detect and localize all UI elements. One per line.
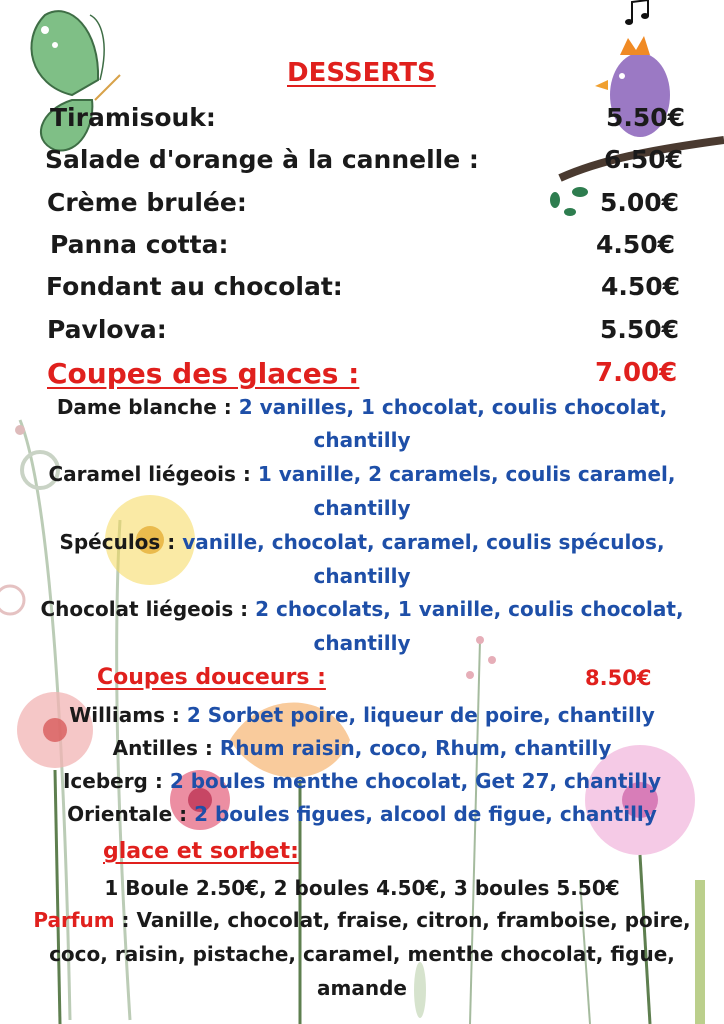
section-heading-coupes-glaces: Coupes des glaces : bbox=[47, 357, 360, 390]
coupe-desc: chantilly bbox=[313, 428, 411, 452]
section-heading-coupes-douceurs: Coupes douceurs : bbox=[97, 665, 326, 690]
coupe-desc: 2 chocolats, 1 vanille, coulis chocolat, bbox=[255, 597, 684, 621]
coupe-desc: chantilly bbox=[313, 496, 411, 520]
douceur-name: Antilles : bbox=[112, 736, 213, 760]
section-price-coupes-glaces: 7.00€ bbox=[595, 358, 678, 388]
coupe-name: Chocolat liégeois : bbox=[40, 597, 249, 621]
coupe-name: Spéculos : bbox=[59, 530, 176, 554]
dessert-price: 6.50€ bbox=[604, 145, 684, 174]
section-price-coupes-douceurs: 8.50€ bbox=[585, 666, 652, 690]
coupe-desc: 1 vanille, 2 caramels, coulis caramel, bbox=[257, 462, 676, 486]
coupe-desc: vanille, chocolat, caramel, coulis spéculos, bbox=[182, 530, 665, 554]
coupe-desc: chantilly bbox=[313, 564, 411, 588]
coupe-item bbox=[0, 395, 724, 419]
dessert-price: 4.50€ bbox=[596, 230, 676, 259]
coupe-item bbox=[0, 530, 724, 554]
douceur-desc: 2 boules menthe chocolat, Get 27, chantilly bbox=[169, 769, 662, 793]
dessert-name: Panna cotta: bbox=[50, 230, 229, 259]
dessert-price: 4.50€ bbox=[601, 272, 681, 301]
section-heading-glace-sorbet: glace et sorbet: bbox=[103, 839, 299, 864]
parfum-separator: : bbox=[114, 908, 137, 932]
dessert-name: Tiramisouk: bbox=[50, 103, 216, 132]
dessert-price: 5.00€ bbox=[600, 188, 680, 217]
douceur-item bbox=[0, 703, 724, 727]
coupe-name: Caramel liégeois : bbox=[48, 462, 251, 486]
douceur-name: Orientale : bbox=[67, 802, 188, 826]
dessert-name: Pavlova: bbox=[47, 315, 167, 344]
douceur-item bbox=[0, 736, 724, 760]
parfum-line bbox=[0, 908, 724, 932]
coupe-item bbox=[0, 597, 724, 621]
coupe-name: Dame blanche : bbox=[56, 395, 232, 419]
parfum-label: Parfum bbox=[33, 908, 115, 932]
music-note-icon bbox=[625, 0, 649, 25]
parfum-list: Vanille, chocolat, fraise, citron, framboise, poire, bbox=[136, 908, 691, 932]
douceur-item bbox=[0, 802, 724, 826]
parfum-list: coco, raisin, pistache, caramel, menthe chocolat, figue, bbox=[49, 942, 675, 966]
parfum-list: amande bbox=[317, 976, 407, 1000]
coupe-desc: chantilly bbox=[313, 631, 411, 655]
dessert-name: Salade d'orange à la cannelle : bbox=[45, 145, 479, 174]
dessert-name: Fondant au chocolat: bbox=[46, 272, 343, 301]
page-title: DESSERTS bbox=[287, 58, 436, 88]
scoop-prices: 1 Boule 2.50€, 2 boules 4.50€, 3 boules 5.50€ bbox=[104, 876, 620, 900]
coupe-desc: 2 vanilles, 1 chocolat, coulis chocolat, bbox=[238, 395, 668, 419]
douceur-item bbox=[0, 769, 724, 793]
douceur-desc: Rhum raisin, coco, Rhum, chantilly bbox=[219, 736, 612, 760]
douceur-desc: 2 boules figues, alcool de figue, chantilly bbox=[194, 802, 657, 826]
dessert-name: Crème brulée: bbox=[47, 188, 247, 217]
douceur-name: Iceberg : bbox=[62, 769, 163, 793]
coupe-item bbox=[0, 462, 724, 486]
douceur-desc: 2 Sorbet poire, liqueur de poire, chantilly bbox=[186, 703, 655, 727]
dessert-price: 5.50€ bbox=[600, 315, 680, 344]
dessert-price: 5.50€ bbox=[606, 103, 686, 132]
douceur-name: Williams : bbox=[69, 703, 180, 727]
